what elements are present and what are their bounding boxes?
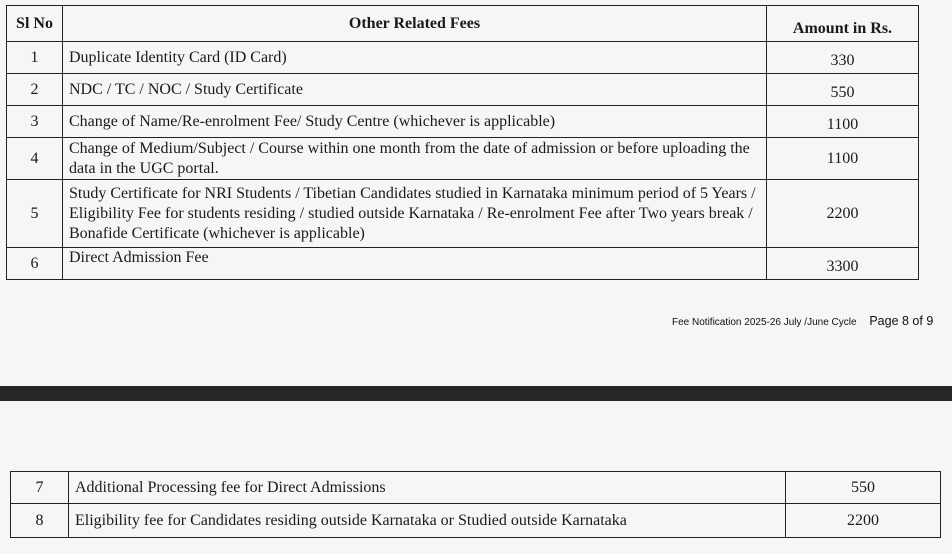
sl-no: 3 <box>7 106 63 138</box>
fee-description: Study Certificate for NRI Students / Tibetian Candidates studied in Karnataka minimum period of 5 Years / Eligibility Fee for students residing / studied outside Karnataka / Re-enrolment Fee after Two years break / Bonafide Certificate (whichever is applicable) <box>63 180 767 248</box>
table-row <box>7 180 919 248</box>
page-footer <box>672 314 933 328</box>
sl-no: 4 <box>7 138 63 180</box>
fee-description: Change of Medium/Subject / Course within one month from the date of admission or before uploading the data in the UGC portal. <box>63 138 767 180</box>
sl-no: 2 <box>7 74 63 106</box>
page-gap-divider <box>0 386 952 401</box>
fee-amount: 3300 <box>767 248 919 280</box>
table-row <box>7 106 919 138</box>
sl-no: 7 <box>11 472 69 504</box>
fee-amount: 2200 <box>767 180 919 248</box>
header-amount: Amount in Rs. <box>767 6 919 42</box>
sl-no: 6 <box>7 248 63 280</box>
sl-no: 1 <box>7 42 63 74</box>
table-row <box>7 74 919 106</box>
fee-amount: 2200 <box>786 504 941 538</box>
fee-description: Eligibility fee for Candidates residing outside Karnataka or Studied outside Karnataka <box>69 504 786 538</box>
table-row <box>11 472 941 504</box>
header-sl-no: Sl No <box>7 6 63 42</box>
table-row <box>7 248 919 280</box>
page-number: Page 8 of 9 <box>869 314 934 328</box>
fee-description: NDC / TC / NOC / Study Certificate <box>63 74 767 106</box>
table-row <box>7 138 919 180</box>
table-row <box>11 504 941 538</box>
fee-notification-label: Fee Notification 2025-26 July /June Cycle <box>672 317 857 328</box>
other-fees-table <box>6 5 919 280</box>
sl-no: 5 <box>7 180 63 248</box>
fee-description: Change of Name/Re-enrolment Fee/ Study Centre (whichever is applicable) <box>63 106 767 138</box>
fee-description: Duplicate Identity Card (ID Card) <box>63 42 767 74</box>
table-header-row <box>7 6 919 42</box>
fee-amount: 1100 <box>767 138 919 180</box>
fee-description: Direct Admission Fee <box>63 248 767 280</box>
fee-amount: 550 <box>786 472 941 504</box>
sl-no: 8 <box>11 504 69 538</box>
other-fees-table-continued <box>10 471 941 538</box>
page-9 <box>0 401 952 554</box>
fee-amount: 1100 <box>767 106 919 138</box>
fee-amount: 330 <box>767 42 919 74</box>
fee-amount: 550 <box>767 74 919 106</box>
header-fee: Other Related Fees <box>63 6 767 42</box>
fee-description: Additional Processing fee for Direct Admissions <box>69 472 786 504</box>
table-row <box>7 42 919 74</box>
